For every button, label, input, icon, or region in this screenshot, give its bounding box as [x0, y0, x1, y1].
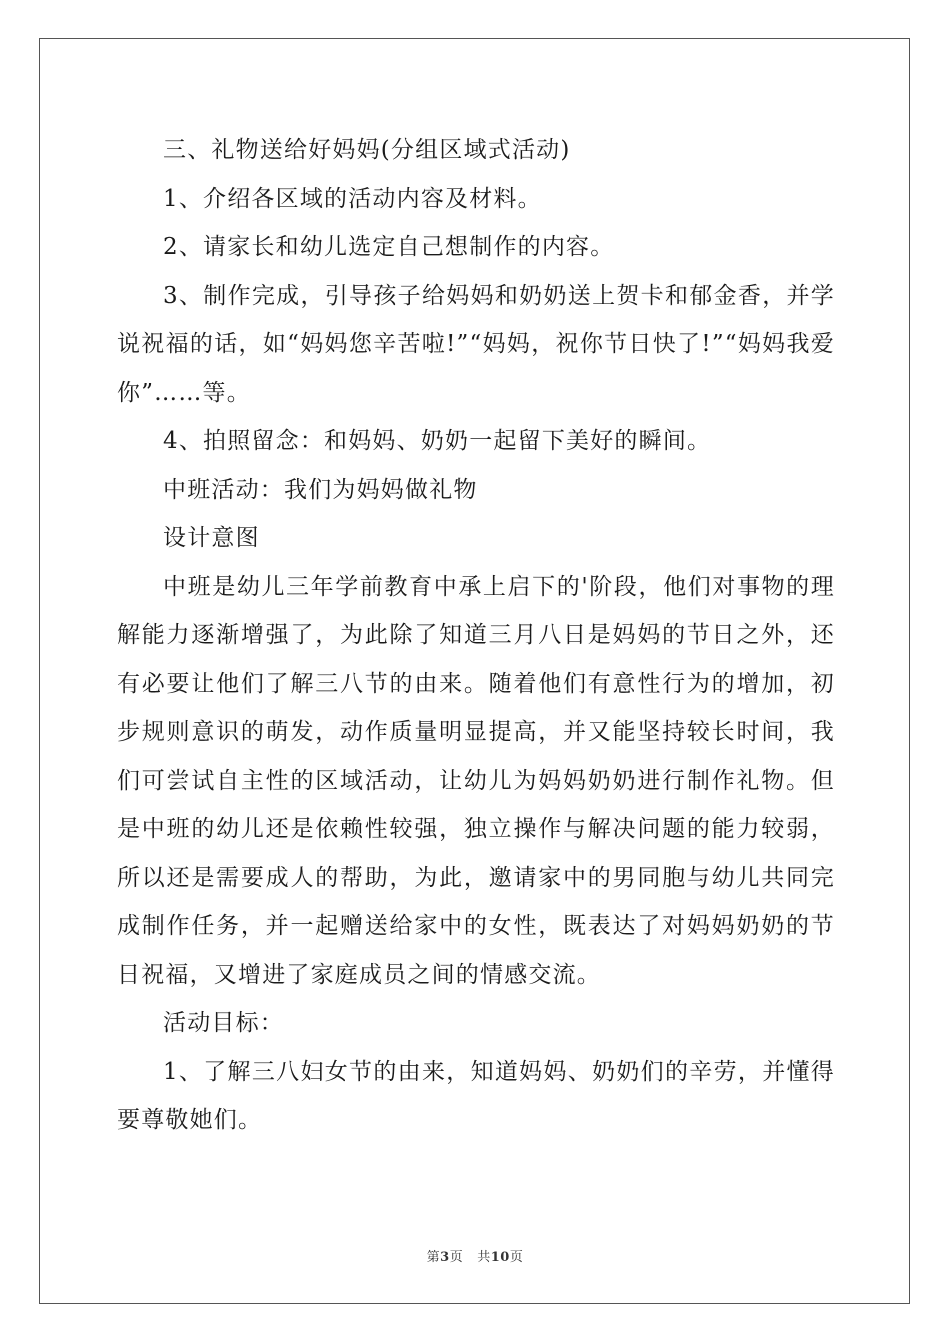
- step-2-paragraph: 2、请家长和幼儿选定自己想制作的内容。: [163, 234, 615, 260]
- goal-1-paragraph: 1、了解三八妇女节的由来，知道妈妈、奶奶们的辛劳，并懂得要尊敬她们。: [117, 1058, 835, 1133]
- step-1-paragraph: 1、介绍各区域的活动内容及材料。: [163, 185, 542, 212]
- footer-page-suffix: 页: [449, 1250, 464, 1265]
- footer-page-total: 10: [490, 1250, 510, 1265]
- design-intent-heading: 设计意图: [163, 525, 260, 551]
- activity-title: 中班活动：我们为妈妈做礼物: [163, 476, 478, 503]
- footer-total-prefix: 共: [477, 1250, 491, 1265]
- footer-total-suffix: 页: [509, 1250, 524, 1265]
- footer-page-current: 3: [440, 1250, 450, 1265]
- activity-goals-heading: 活动目标：: [163, 1010, 284, 1036]
- document-body: [117, 126, 835, 1145]
- design-intent-paragraph: 中班是幼儿三年学前教育中承上启下的'阶段，他们对事物的理解能力逐渐增强了，为此除了知道三月八日是妈妈的节日之外，还有必要让他们了解三八节的由来。随着他们有意性行为的增加，初步规则意识的萌发，动作质量明显提高，并又能坚持较长时间，我们可尝试自主性的区域活动，让幼儿为妈妈奶奶进行制作礼物。但是中班的幼儿还是依赖性较强，独立操作与解决问题的能力较弱，所以还是需要成人的帮助，为此，邀请家中的男同胞与幼儿共同完成制作任务，并一起赠送给家中的女性，既表达了对妈妈奶奶的节日祝福，又增进了家庭成员之间的情感交流。: [117, 573, 835, 988]
- footer-page-prefix: 第: [426, 1250, 441, 1265]
- section-heading-gift: 三、礼物送给好妈妈(分组区域式活动): [163, 137, 571, 163]
- page-footer: [0, 1246, 950, 1265]
- step-3-paragraph: 3、制作完成，引导孩子给妈妈和奶奶送上贺卡和郁金香，并学说祝福的话，如“妈妈您辛苦啦!”“妈妈，祝你节日快了!”“妈妈我爱你”……等。: [117, 282, 835, 406]
- step-4-paragraph: 4、拍照留念：和妈妈、奶奶一起留下美好的瞬间。: [163, 428, 712, 454]
